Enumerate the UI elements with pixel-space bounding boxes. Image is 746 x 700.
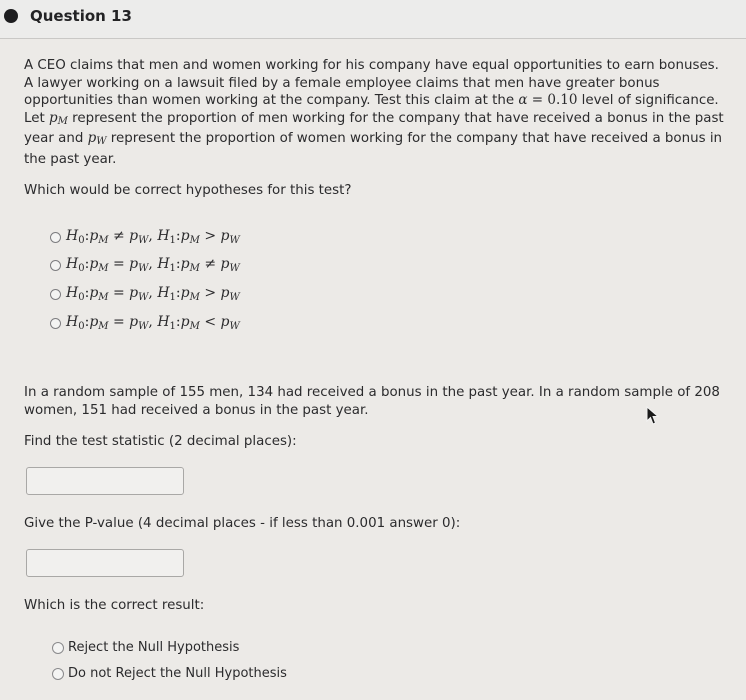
p-value-input[interactable] [26,549,184,577]
pw-symbol: $p_W$ [87,130,107,147]
radio-button[interactable] [50,260,61,271]
hypotheses-prompt: Which would be correct hypotheses for this test? [24,183,352,198]
hypothesis-option-1[interactable] [50,227,240,247]
hypothesis-option-3[interactable] [50,284,240,304]
sample-description: In a random sample of 155 men, 134 had received a bonus in the past year. In a random sample of 208 women, 151 had received a bonus in the past year. [24,385,720,418]
problem-text-3: represent the proportion of men working for the company that have received a bonus in the past year and [24,110,724,146]
result-option-reject[interactable] [52,640,239,655]
status-dot-icon [4,9,18,23]
radio-button[interactable] [52,668,64,680]
question-title: Question 13 [30,7,132,25]
radio-button[interactable] [52,642,64,654]
test-statistic-input[interactable] [26,467,184,495]
radio-button[interactable] [50,232,61,243]
problem-text-1: A CEO claims that men and women working for his company have equal opportunities to earn bonuses. A lawyer working on a lawsuit filed by a female employee claims that men have greater bonus opportunities than women working at the company. Test this claim at the [24,58,719,108]
radio-button[interactable] [50,289,61,300]
alpha-symbol: α = [518,92,548,108]
radio-button[interactable] [50,318,61,329]
hypothesis-expression: $H_0:p_M = p_W$, $H_1:p_M > p_W$ [66,285,240,303]
result-option-label: Reject the Null Hypothesis [68,640,240,655]
hypothesis-option-4[interactable] [50,313,240,333]
test-statistic-label: Find the test statistic (2 decimal places): [24,434,297,449]
alpha-value: 0.10 [547,92,578,108]
result-option-do-not-reject[interactable] [52,666,287,681]
hypothesis-option-2[interactable] [50,255,240,275]
problem-text-2: level of significance. Let [24,93,719,126]
mouse-cursor-icon [646,406,660,426]
pm-symbol: $p_M$ [48,109,68,127]
hypothesis-expression: $H_0:p_M = p_W$, $H_1:p_M < p_W$ [66,314,240,332]
problem-text-4: represent the proportion of women working for the company that have received a bonus in the past year. [24,131,723,167]
result-option-label: Do not Reject the Null Hypothesis [68,666,287,681]
hypothesis-expression: $H_0:p_M = p_W$, $H_1:p_M \ne p_W$ [66,256,240,274]
question-header [0,0,746,39]
result-prompt: Which is the correct result: [24,598,205,613]
p-value-label: Give the P-value (4 decimal places - if less than 0.001 answer 0): [24,516,461,531]
problem-statement [24,57,724,168]
hypothesis-expression: $H_0:p_M \ne p_W$, $H_1:p_M > p_W$ [66,228,240,246]
